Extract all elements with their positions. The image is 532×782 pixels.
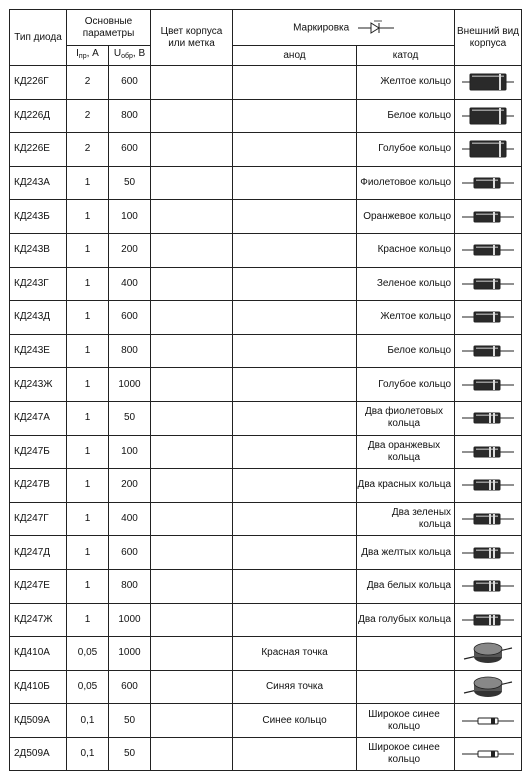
cathode-marking-cell: Оранжевое кольцо [357, 200, 455, 234]
diode-type-cell: 2Д509А [10, 737, 67, 771]
body-color-cell [151, 435, 233, 469]
diode-type-cell: КД226Е [10, 133, 67, 167]
diode-package-icon [460, 136, 516, 162]
header-marking [233, 10, 455, 46]
anode-marking-cell [233, 334, 357, 368]
forward-current-cell: 2 [67, 66, 109, 100]
diode-type-cell: КД247А [10, 401, 67, 435]
appearance-cell [455, 569, 522, 603]
body-color-cell [151, 502, 233, 536]
forward-current-cell: 1 [67, 435, 109, 469]
reverse-voltage-cell: 50 [109, 737, 151, 771]
appearance-cell [455, 435, 522, 469]
appearance-cell [455, 99, 522, 133]
appearance-cell [455, 368, 522, 402]
diode-package-icon [460, 640, 516, 666]
reverse-voltage-cell: 50 [109, 401, 151, 435]
table-row [10, 133, 522, 167]
cathode-marking-cell: Желтое кольцо [357, 301, 455, 335]
body-color-cell [151, 401, 233, 435]
table-row [10, 334, 522, 368]
table-row [10, 200, 522, 234]
reverse-voltage-cell: 50 [109, 704, 151, 738]
diode-type-cell: КД247Г [10, 502, 67, 536]
appearance-cell [455, 166, 522, 200]
table-row [10, 670, 522, 704]
body-color-cell [151, 233, 233, 267]
appearance-cell [455, 536, 522, 570]
diode-package-icon [460, 69, 516, 95]
appearance-cell [455, 401, 522, 435]
appearance-cell [455, 66, 522, 100]
header-main-params: Основные параметры [67, 10, 151, 46]
appearance-cell [455, 469, 522, 503]
cathode-marking-cell: Два фиолетовых кольца [357, 401, 455, 435]
body-color-cell [151, 637, 233, 671]
cathode-marking-cell: Два голубых кольца [357, 603, 455, 637]
appearance-cell [455, 737, 522, 771]
forward-current-cell: 1 [67, 267, 109, 301]
cathode-marking-cell [357, 670, 455, 704]
reverse-voltage-cell: 200 [109, 233, 151, 267]
diode-package-icon [460, 237, 516, 263]
diode-type-cell: КД410Б [10, 670, 67, 704]
table-row [10, 737, 522, 771]
table-row [10, 502, 522, 536]
diode-marking-table-container [9, 9, 522, 771]
appearance-cell [455, 334, 522, 368]
diode-package-icon [460, 103, 516, 129]
table-row [10, 99, 522, 133]
diode-package-icon [460, 741, 516, 767]
appearance-cell [455, 133, 522, 167]
cathode-marking-cell: Широкое синее кольцо [357, 737, 455, 771]
header-diode-type: Тип диода [10, 10, 67, 66]
forward-current-cell: 0,1 [67, 704, 109, 738]
forward-current-cell: 0,1 [67, 737, 109, 771]
header-body-color: Цвет корпуса или метка [151, 10, 233, 66]
cathode-marking-cell: Зеленое кольцо [357, 267, 455, 301]
reverse-voltage-cell: 100 [109, 200, 151, 234]
cathode-marking-cell: Два зеленых кольца [357, 502, 455, 536]
forward-current-cell: 1 [67, 368, 109, 402]
table-row [10, 233, 522, 267]
body-color-cell [151, 368, 233, 402]
body-color-cell [151, 66, 233, 100]
body-color-cell [151, 670, 233, 704]
reverse-voltage-cell: 600 [109, 536, 151, 570]
diode-package-icon [460, 271, 516, 297]
reverse-voltage-cell: 50 [109, 166, 151, 200]
diode-type-cell: КД243Д [10, 301, 67, 335]
reverse-voltage-cell: 1000 [109, 637, 151, 671]
anode-marking-cell [233, 368, 357, 402]
diode-type-cell: КД243В [10, 233, 67, 267]
diode-package-icon [460, 472, 516, 498]
reverse-voltage-cell: 600 [109, 133, 151, 167]
cathode-marking-cell: Два красных кольца [357, 469, 455, 503]
appearance-cell [455, 637, 522, 671]
anode-marking-cell [233, 401, 357, 435]
table-row [10, 704, 522, 738]
cathode-marking-cell: Желтое кольцо [357, 66, 455, 100]
appearance-cell [455, 502, 522, 536]
reverse-voltage-cell: 1000 [109, 603, 151, 637]
diode-package-icon [460, 405, 516, 431]
anode-marking-cell [233, 166, 357, 200]
diode-package-icon [460, 304, 516, 330]
cathode-marking-cell: Два белых кольца [357, 569, 455, 603]
table-row [10, 536, 522, 570]
anode-marking-cell [233, 435, 357, 469]
anode-marking-cell: Красная точка [233, 637, 357, 671]
body-color-cell [151, 133, 233, 167]
anode-marking-cell: Синее кольцо [233, 704, 357, 738]
diode-type-cell: КД243А [10, 166, 67, 200]
diode-symbol-icon [358, 20, 394, 36]
table-row [10, 267, 522, 301]
forward-current-cell: 1 [67, 536, 109, 570]
header-cathode: катод [357, 46, 455, 66]
diode-package-icon [460, 338, 516, 364]
diode-type-cell: КД226Г [10, 66, 67, 100]
anode-marking-cell [233, 66, 357, 100]
anode-marking-cell [233, 569, 357, 603]
diode-package-icon [460, 708, 516, 734]
table-row [10, 368, 522, 402]
diode-type-cell: КД247Е [10, 569, 67, 603]
anode-marking-cell [233, 233, 357, 267]
body-color-cell [151, 603, 233, 637]
reverse-voltage-cell: 600 [109, 670, 151, 704]
appearance-cell [455, 200, 522, 234]
header-marking-label: Маркировка [293, 22, 350, 34]
table-row [10, 166, 522, 200]
reverse-voltage-cell: 800 [109, 334, 151, 368]
anode-marking-cell [233, 469, 357, 503]
appearance-cell [455, 670, 522, 704]
cathode-marking-cell: Белое кольцо [357, 99, 455, 133]
reverse-voltage-cell: 400 [109, 502, 151, 536]
anode-marking-cell [233, 301, 357, 335]
header-anode: анод [233, 46, 357, 66]
forward-current-cell: 1 [67, 603, 109, 637]
reverse-voltage-cell: 800 [109, 569, 151, 603]
table-row [10, 401, 522, 435]
diode-package-icon [460, 439, 516, 465]
forward-current-cell: 1 [67, 301, 109, 335]
header-reverse-voltage: $U_{обр}$, В [109, 46, 151, 66]
diode-package-icon [460, 674, 516, 700]
appearance-cell [455, 704, 522, 738]
forward-current-cell: 1 [67, 569, 109, 603]
header-forward-current: $I_{пр}$, А [67, 46, 109, 66]
table-row [10, 435, 522, 469]
diode-type-cell: КД247Д [10, 536, 67, 570]
diode-type-cell: КД226Д [10, 99, 67, 133]
body-color-cell [151, 301, 233, 335]
diode-type-cell: КД247Ж [10, 603, 67, 637]
reverse-voltage-cell: 100 [109, 435, 151, 469]
diode-package-icon [460, 573, 516, 599]
body-color-cell [151, 536, 233, 570]
cathode-marking-cell: Фиолетовое кольцо [357, 166, 455, 200]
table-row [10, 569, 522, 603]
cathode-marking-cell: Два оранжевых кольца [357, 435, 455, 469]
forward-current-cell: 0,05 [67, 670, 109, 704]
body-color-cell [151, 469, 233, 503]
forward-current-cell: 2 [67, 99, 109, 133]
body-color-cell [151, 569, 233, 603]
diode-type-cell: КД247В [10, 469, 67, 503]
table-row [10, 603, 522, 637]
diode-type-cell: КД243Б [10, 200, 67, 234]
body-color-cell [151, 334, 233, 368]
anode-marking-cell: Синяя точка [233, 670, 357, 704]
diode-type-cell: КД247Б [10, 435, 67, 469]
table-row [10, 637, 522, 671]
reverse-voltage-cell: 400 [109, 267, 151, 301]
reverse-voltage-cell: 1000 [109, 368, 151, 402]
forward-current-cell: 1 [67, 233, 109, 267]
diode-package-icon [460, 506, 516, 532]
anode-marking-cell [233, 502, 357, 536]
cathode-marking-cell: Белое кольцо [357, 334, 455, 368]
cathode-marking-cell: Два желтых кольца [357, 536, 455, 570]
body-color-cell [151, 737, 233, 771]
table-body [10, 66, 522, 771]
diode-type-cell: КД243Е [10, 334, 67, 368]
cathode-marking-cell [357, 637, 455, 671]
diode-package-icon [460, 204, 516, 230]
diode-type-cell: КД509А [10, 704, 67, 738]
diode-type-cell: КД243Г [10, 267, 67, 301]
reverse-voltage-cell: 600 [109, 66, 151, 100]
cathode-marking-cell: Голубое кольцо [357, 133, 455, 167]
reverse-voltage-cell: 800 [109, 99, 151, 133]
diode-package-icon [460, 607, 516, 633]
forward-current-cell: 1 [67, 469, 109, 503]
forward-current-cell: 2 [67, 133, 109, 167]
cathode-marking-cell: Голубое кольцо [357, 368, 455, 402]
anode-marking-cell [233, 737, 357, 771]
header-appearance: Внешний вид корпуса [455, 10, 522, 66]
body-color-cell [151, 99, 233, 133]
body-color-cell [151, 166, 233, 200]
anode-marking-cell [233, 536, 357, 570]
table-row [10, 469, 522, 503]
diode-type-cell: КД410А [10, 637, 67, 671]
body-color-cell [151, 267, 233, 301]
forward-current-cell: 1 [67, 334, 109, 368]
reverse-voltage-cell: 600 [109, 301, 151, 335]
body-color-cell [151, 704, 233, 738]
anode-marking-cell [233, 133, 357, 167]
diode-package-icon [460, 372, 516, 398]
diode-package-icon [460, 540, 516, 566]
cathode-marking-cell: Красное кольцо [357, 233, 455, 267]
appearance-cell [455, 233, 522, 267]
anode-marking-cell [233, 603, 357, 637]
forward-current-cell: 1 [67, 401, 109, 435]
anode-marking-cell [233, 200, 357, 234]
anode-marking-cell [233, 267, 357, 301]
appearance-cell [455, 267, 522, 301]
table-row [10, 66, 522, 100]
anode-marking-cell [233, 99, 357, 133]
diode-type-cell: КД243Ж [10, 368, 67, 402]
body-color-cell [151, 200, 233, 234]
table-row [10, 301, 522, 335]
diode-package-icon [460, 170, 516, 196]
forward-current-cell: 1 [67, 200, 109, 234]
forward-current-cell: 0,05 [67, 637, 109, 671]
diode-marking-table [9, 9, 522, 771]
forward-current-cell: 1 [67, 502, 109, 536]
appearance-cell [455, 603, 522, 637]
reverse-voltage-cell: 200 [109, 469, 151, 503]
appearance-cell [455, 301, 522, 335]
cathode-marking-cell: Широкое синее кольцо [357, 704, 455, 738]
forward-current-cell: 1 [67, 166, 109, 200]
